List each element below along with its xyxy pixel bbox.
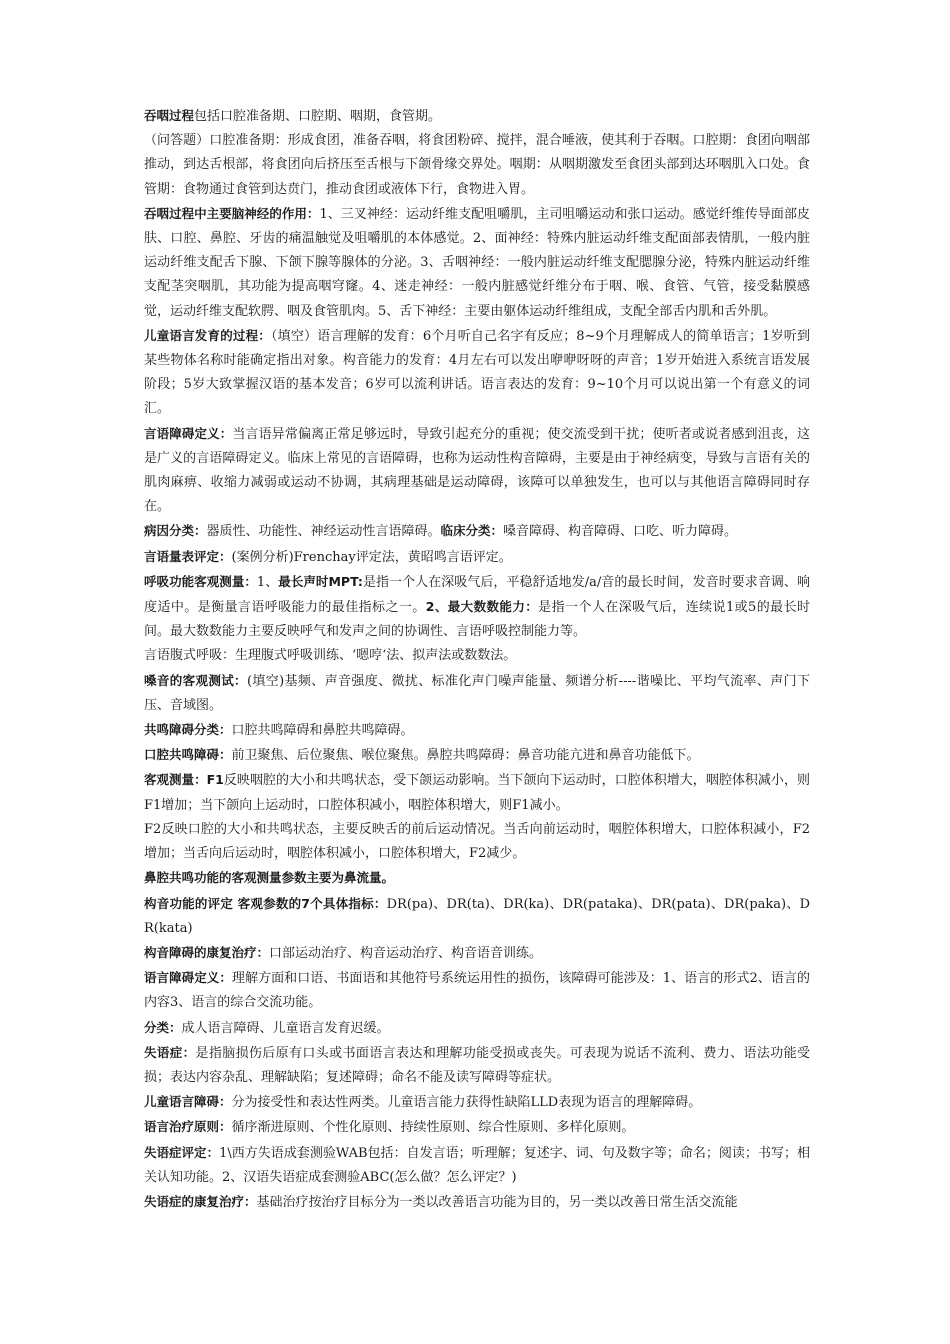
- paragraph: [144, 818, 810, 866]
- bold-heading-text: 分类：: [144, 1019, 182, 1035]
- bold-heading-text: 最长声时MPT:: [278, 573, 363, 589]
- bold-heading-text: 儿童语言发育的过程：: [144, 327, 271, 343]
- body-text: 器质性、功能性、神经运动性言语障碍。: [206, 524, 441, 540]
- body-text: 成人语言障碍、儿童语言发育迟缓。: [181, 1020, 390, 1036]
- bold-heading-text: 客观测量：F1: [144, 772, 224, 788]
- bold-heading-text: 鼻腔共鸣功能的客观测量参数主要为鼻流量。: [144, 870, 395, 886]
- body-text: 言语腹式呼吸：生理腹式呼吸训练、‘嗯哼‘法、拟声法或数数法。: [144, 648, 517, 664]
- bold-heading-text: 共鸣障碍分类：: [144, 722, 232, 738]
- bold-heading-text: 构音障碍的康复治疗：: [144, 944, 270, 960]
- body-text: 1、三叉神经：运动纤维支配咀嚼肌，主司咀嚼运动和张口运动。感觉纤维传导面部皮肤、口腔、鼻腔、牙齿的痛温触觉及咀嚼肌的本体感觉。2、面神经：特殊内脏运动纤维支配面部表情肌，一般内脏运动纤维支配舌下腺、下颌下腺等腺体的分泌。3、舌咽神经：一般内脏运动纤维支配腮腺分泌，特殊内脏运动纤维支配茎突咽肌，其功能为提高咽穹窿。4、迷走神经：一般内脏感觉纤维分布于咽、喉、食管、气管，接受黏膜感觉，运动纤维支配软腭、咽及食管肌肉。5、舌下神经：主要由躯体运动纤维组成，支配全部舌内肌和舌外肌。: [144, 206, 810, 319]
- paragraph: [144, 768, 810, 817]
- body-text: F2反映口腔的大小和共鸣状态，主要反映舌的前后运动情况。当舌向前运动时，咽腔体积增大，口腔体积减小，F2增加；当舌向后运动时，咽腔体积减小，口腔体积增大，F2减少。: [144, 821, 810, 862]
- body-text: (案例分析)Frenchay评定法，黄昭鸣言语评定。: [231, 549, 512, 565]
- body-text: 是指脑损伤后原有口头或书面语言表达和理解功能受损或丧失。可表现为说话不流利、费力、语法功能受损；表达内容杂乱、理解缺陷；复述障碍；命名不能及读写障碍等症状。: [144, 1045, 810, 1085]
- paragraph: [144, 545, 810, 570]
- bold-heading-text: 2、最大数数能力：: [425, 599, 539, 615]
- bold-heading-text: 失语症的康复治疗：: [144, 1193, 257, 1209]
- body-text: 1\西方失语成套测验WAB包括：自发言语；听理解；复述字、词、句及数字等；命名；阅读；书写；相关认知功能。2、汉语失语症成套测验ABC(怎么做？怎么评定？): [144, 1145, 810, 1185]
- paragraph: [144, 570, 810, 645]
- bold-heading-text: 吞咽过程中主要脑神经的作用：: [144, 205, 320, 221]
- body-text: 口腔共鸣障碍和鼻腔共鸣障碍。: [231, 723, 414, 739]
- paragraph: [144, 1016, 810, 1041]
- body-text: 是指一个人在深吸气后，平稳舒适地发/a/音的最长时间，发音时要求音调、响度适中。是衡量言语呼吸能力的最佳指标之一。: [144, 574, 810, 616]
- paragraph: [144, 1041, 810, 1090]
- bold-heading-text: 言语量表评定：: [144, 548, 232, 564]
- bold-heading-text: 口腔共鸣障碍：: [144, 747, 232, 763]
- paragraph: [144, 866, 810, 891]
- body-text: DR(pa)、DR(ta)、DR(ka)、DR(pataka)、DR(pata)、DR(paka)、DR(kata): [144, 896, 810, 936]
- paragraph: [144, 1190, 810, 1215]
- body-text: （问答题）口腔准备期：形成食团，准备吞咽，将食团粉碎、搅拌，混合唾液，使其利于吞咽。口腔期：食团向咽部推动，到达舌根部，将食团向后挤压至舌根与下颌骨缘交界处。咽期：从咽期激发至食团头部到达环咽肌入口处。食管期：食物通过食管到达贲门，推动食团或液体下行，食物进入胃。: [144, 133, 810, 197]
- bold-heading-text: 临床分类：: [440, 523, 504, 539]
- bold-heading-text: 失语症：: [144, 1044, 196, 1060]
- body-text: 口部运动治疗、构音运动治疗、构音语音训练。: [269, 945, 543, 961]
- body-text: 理解方面和口语、书面语和其他符号系统运用性的损伤，该障碍可能涉及：1、语言的形式2、语言的内容3、语言的综合交流功能。: [144, 971, 810, 1011]
- bold-heading-text: 儿童语言障碍：: [144, 1094, 232, 1110]
- paragraph: [144, 1090, 810, 1115]
- paragraph: [144, 669, 810, 718]
- paragraph: [144, 743, 810, 768]
- bold-heading-text: 构音功能的评定 客观参数的7个具体指标：: [144, 895, 387, 911]
- body-text: 前卫聚焦、后位聚焦、喉位聚焦。鼻腔共鸣障碍：鼻音功能亢进和鼻音功能低下。: [231, 748, 700, 764]
- paragraph: [144, 1141, 810, 1190]
- paragraph: [144, 644, 810, 668]
- body-text: 包括口腔准备期、口腔期、咽期，食管期。: [194, 109, 442, 124]
- body-text: 循序渐进原则、个性化原则、持续性原则、综合性原则、多样化原则。: [231, 1120, 635, 1136]
- paragraph: [144, 104, 810, 129]
- body-text: (填空)基频、声音强度、微扰、标准化声门噪声能量、频谱分析----谐噪比、平均气流率、声门下压、音域图。: [144, 673, 810, 713]
- body-text: （填空）语言理解的发育：6个月听自己名字有反应；8~9个月理解成人的简单语言；1岁听到某些物体名称时能确定指出对象。构音能力的发育：4月左右可以发出咿咿呀呀的声音；1岁开始进入系统言语发展阶段；5岁大致掌握汉语的基本发音；6岁可以流利讲话。语言表达的发育：9~10个月可以说出第一个有意义的词汇。: [144, 328, 810, 417]
- paragraph: [144, 718, 810, 743]
- paragraph: [144, 129, 810, 202]
- paragraph: [144, 1115, 810, 1140]
- bold-heading-text: 病因分类：: [144, 523, 207, 539]
- paragraph: [144, 519, 810, 544]
- bold-heading-text: 吞咽过程: [144, 108, 195, 123]
- bold-heading-text: 语言治疗原则：: [144, 1119, 232, 1135]
- paragraph: [144, 966, 810, 1015]
- bold-heading-text: 语言障碍定义：: [144, 970, 232, 986]
- body-text: 当言语异常偏离正常足够远时，导致引起充分的重视；使交流受到干扰；使听者或说者感到沮丧，这是广义的言语障碍定义。临床上常见的言语障碍，也称为运动性构音障碍，主要是由于神经病变，导致与言语有关的肌肉麻痹、收缩力减弱或运动不协调，其病理基础是运动障碍，该障可以单独发生，也可以与其他语言障碍同时存在。: [144, 426, 810, 515]
- body-text: 分为接受性和表达性两类。儿童语言能力获得性缺陷LLD表现为语言的理解障碍。: [231, 1095, 702, 1111]
- paragraph: [144, 202, 810, 324]
- paragraph: [144, 324, 810, 422]
- body-text: 反映咽腔的大小和共鸣状态，受下颌运动影响。当下颌向下运动时，口腔体积增大，咽腔体积减小，则F1增加；当下颌向上运动时，口腔体积减小，咽腔体积增大，则F1减小。: [144, 773, 810, 813]
- document-body: [144, 104, 810, 1215]
- body-text: 嗓音障碍、构音障碍、口吃、听力障碍。: [503, 524, 738, 540]
- bold-heading-text: 失语症评定：: [144, 1144, 220, 1160]
- bold-heading-text: 嗓音的客观测试：: [144, 672, 247, 688]
- bold-heading-text: 言语障碍定义：: [144, 425, 233, 441]
- bold-heading-text: 呼吸功能客观测量：: [144, 573, 257, 589]
- paragraph: [144, 892, 810, 941]
- body-text: 基础治疗按治疗目标分为一类以改善语言功能为目的，另一类以改善日常生活交流能: [256, 1194, 738, 1210]
- body-text: 1、: [256, 574, 279, 590]
- paragraph: [144, 941, 810, 966]
- body-text: 是指一个人在深吸气后，连续说1或5的最长时间。最大数数能力主要反映呼气和发声之间的协调性、言语呼吸控制能力等。: [144, 600, 810, 640]
- paragraph: [144, 422, 810, 520]
